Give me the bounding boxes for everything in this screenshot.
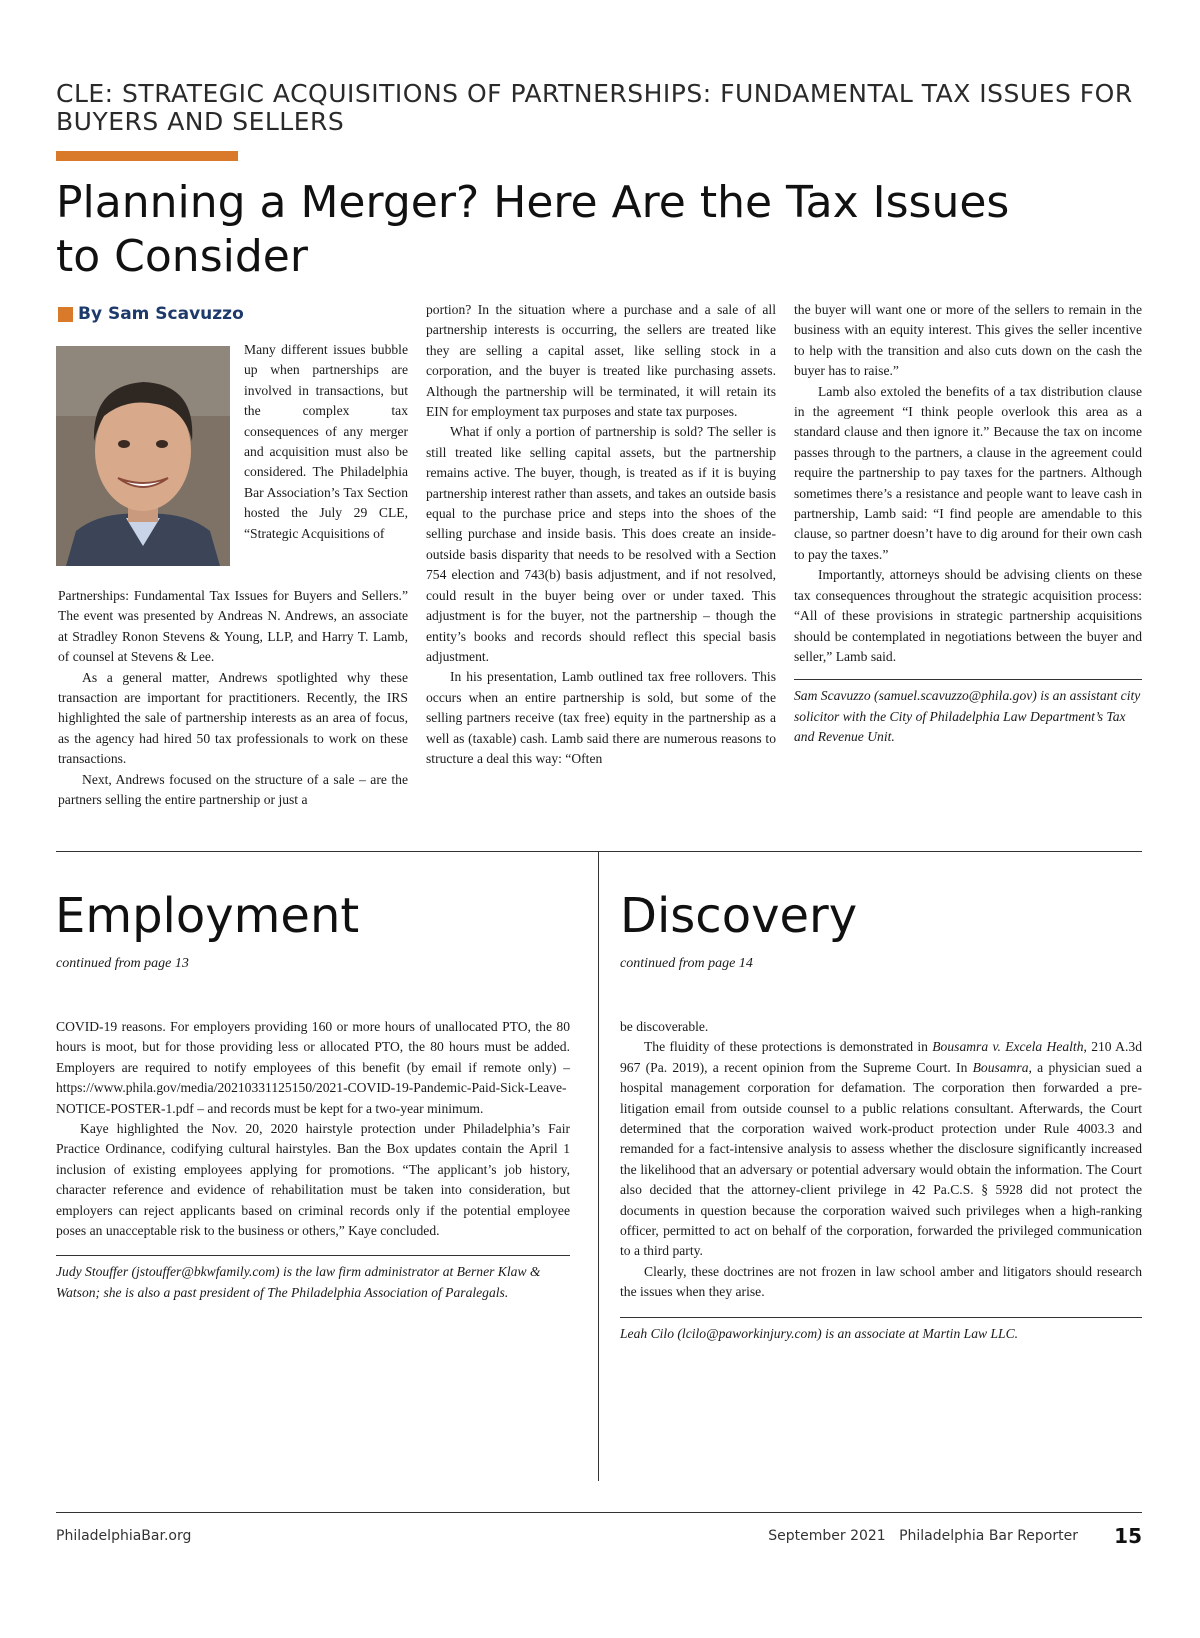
employment-paragraph: Kaye highlighted the Nov. 20, 2020 hairstyle protection under Philadelphia’s Fair Practice Ordinance, codifying cultural hairstyles. Ban the Box updates contain the April 1 inclusion of existing employees applying for promotions. “The applicant’s job history, character reference and evidence of rehabilitation must be taken into consideration, but employers can reject applicants based on criminal records only if the potential employee poses an unacceptable risk to the business or others,” Kaye concluded.	[56, 1121, 570, 1239]
section-kicker: CLE: STRATEGIC ACQUISITIONS OF PARTNERSHIPS: FUNDAMENTAL TAX ISSUES FOR BUYERS AND SELLERS	[56, 79, 1133, 136]
article-paragraph: portion? In the situation where a purchase and a sale of all partnership interests is occurring, the sellers are treated like they are selling a capital asset, like selling stock in a corporation, and the buyer is treated like purchasing assets. Although the partnership will be terminated, it will retain its EIN for employment tax purposes and state tax purposes.	[426, 302, 776, 420]
employment-author-bio: Judy Stouffer (jstouffer@bkwfamily.com) is the law firm administrator at Berner Klaw & Watson; she is also a past president of The Philadelphia Association of Paralegals.	[56, 1264, 541, 1300]
footer-publication: Philadelphia Bar Reporter	[899, 1528, 1078, 1544]
discovery-body	[620, 1017, 1142, 1344]
footer-issue	[768, 1528, 1078, 1544]
case-citation: Bousamra v. Excela Health	[932, 1039, 1084, 1055]
article-paragraph: In his presentation, Lamb outlined tax free rollovers. This occurs when an entire partnership is sold, but some of the selling partners receive (tax free) equity in the partnership as a well as (taxable) cash. Lamb said there are numerous reasons to structure a deal this way: “Often	[426, 669, 776, 766]
byline	[58, 304, 244, 324]
employment-paragraph: COVID-19 reasons. For employers providing 160 or more hours of unallocated PTO, the 80 hours is moot, but for those providing less or allocated PTO, the 80 hours must be added. Employers are required to notify employees of this benefit (by email if remote only) – https://www.phila.gov/media/20210331125150/2021-COVID-19-Pandemic-Paid-Sick-Leave-NOTICE-POSTER-1.pdf – and records must be kept for a two-year minimum.	[56, 1019, 570, 1116]
accent-bar	[56, 151, 238, 161]
discovery-text: The fluidity of these protections is demonstrated in	[644, 1039, 933, 1055]
section-divider	[56, 851, 1142, 852]
column-divider	[598, 851, 599, 1481]
discovery-text: , 210 A.3d 967 (Pa. 2019), a recent opinion from the Supreme Court. In	[620, 1039, 1142, 1075]
employment-body	[56, 1017, 570, 1303]
article-column-3	[794, 300, 1142, 748]
byline-text: By Sam Scavuzzo	[78, 304, 244, 324]
article-headline: Planning a Merger? Here Are the Tax Issues to Consider	[56, 177, 1010, 282]
case-citation: Bousamra	[972, 1059, 1029, 1075]
article-paragraph: Partnerships: Fundamental Tax Issues for Buyers and Sellers.” The event was presented by Andreas N. Andrews, an associate at Stradley Ronon Stevens & Young, LLP, and Harry T. Lamb, of counsel at Stevens & Lee.	[58, 588, 408, 665]
byline-square-icon	[58, 307, 73, 322]
article-column-2	[426, 300, 776, 769]
discovery-author-bio: Leah Cilo (lcilo@paworkinjury.com) is an associate at Martin Law LLC.	[620, 1325, 1019, 1341]
article-paragraph: Next, Andrews focused on the structure of a sale – are the partners selling the entire partnership or just a	[58, 771, 408, 808]
article-intro-paragraph: Many different issues bubble up when partnerships are involved in transactions, but the complex tax consequences of any merger and acquisition must also be considered. The Philadelphia Bar Association’s Tax Section hosted the July 29 CLE, “Strategic Acquisitions of	[244, 342, 408, 541]
discovery-continued: continued from page 14	[620, 956, 753, 971]
article-paragraph: the buyer will want one or more of the sellers to remain in the business with an equity interest. This gives the seller incentive to help with the transition and also cuts down on the cash the buyer has to raise.”	[794, 302, 1142, 379]
discovery-paragraph: be discoverable.	[620, 1019, 709, 1034]
employment-title: Employment	[55, 888, 360, 944]
author-photo	[56, 346, 230, 566]
discovery-text: , a physician sued a hospital management corporation for defamation. The corporation then forwarded a pre-litigation email from outside counsel to a public relations consultant. Afterwards, the Court determined that the corporation waived work-product protection under Rule 4003.3 and remanded for a fact-intensive analysis to assess whether the disclosure significantly increased the likelihood that an adversary or potential adversary would obtain the information. The Court also decided that the attorney-client privilege in 42 Pa.C.S. § 5928 did not protect the documents in question because the corporation waived such privileges when a high-ranking officer, permitted to act on behalf of the corporation, forwarded the privileged communication to a third party.	[620, 1059, 1143, 1259]
article-column-1	[58, 586, 408, 810]
footer-site: PhiladelphiaBar.org	[56, 1528, 192, 1544]
article-paragraph: Lamb also extoled the benefits of a tax distribution clause in the agreement “I think people overlook this area as a standard clause and then ignore it.” Because the tax on income passes through to the partners, a clause in the agreement could require the partnership to pay taxes for the partners. Although sometimes there’s a resistance and people want to leave cash in partnership, Lamb said: “I find people are amendable to this clause, so partner doesn’t have to dig around for their own cash to pay the taxes.”	[794, 383, 1142, 562]
page-number: 15	[1114, 1524, 1142, 1548]
article-intro	[244, 340, 408, 544]
employment-continued: continued from page 13	[56, 956, 189, 971]
footer-date: September 2021	[768, 1528, 886, 1544]
bio-divider	[794, 679, 1142, 680]
author-portrait-image	[56, 346, 230, 566]
bio-divider	[620, 1317, 1142, 1318]
discovery-paragraph: Clearly, these doctrines are not frozen in law school amber and litigators should research the issues when they arise.	[620, 1263, 1142, 1300]
bio-divider	[56, 1255, 570, 1256]
author-bio: Sam Scavuzzo (samuel.scavuzzo@phila.gov) is an assistant city solicitor with the City of Philadelphia Law Department’s Tax and Revenue Unit.	[794, 688, 1141, 745]
article-paragraph: As a general matter, Andrews spotlighted why these transaction are important for practitioners. Recently, the IRS highlighted the sale of partnership interests as an area of focus, as the agency had hired 50 tax professionals to work on these transactions.	[58, 669, 408, 767]
discovery-paragraph	[620, 1037, 1142, 1261]
footer-divider	[56, 1512, 1142, 1513]
article-paragraph: Importantly, attorneys should be advising clients on these tax consequences throughout the strategic acquisition process: “All of these provisions in strategic partnership acquisitions should be contemplated in negotiations between the buyer and seller,” Lamb said.	[794, 567, 1142, 664]
article-paragraph: What if only a portion of partnership is sold? The seller is still treated like selling capital assets, but the partnership remains active. The buyer, though, is treated as if it is buying partnership interest rather than assets, and takes an outside basis equal to the purchase price and steps into the shoes of the selling purchase and inside basis. This does create an inside-outside basis disparity that needs to be resolved with a Section 754 election and 743(b) basis adjustment, and if not resolved, could result in the buyer being over or under taxed. This adjustment is for the buyer, not the partnership – though the entity’s books and records should reflect this special basis adjustment.	[426, 424, 776, 664]
discovery-title: Discovery	[620, 888, 858, 944]
